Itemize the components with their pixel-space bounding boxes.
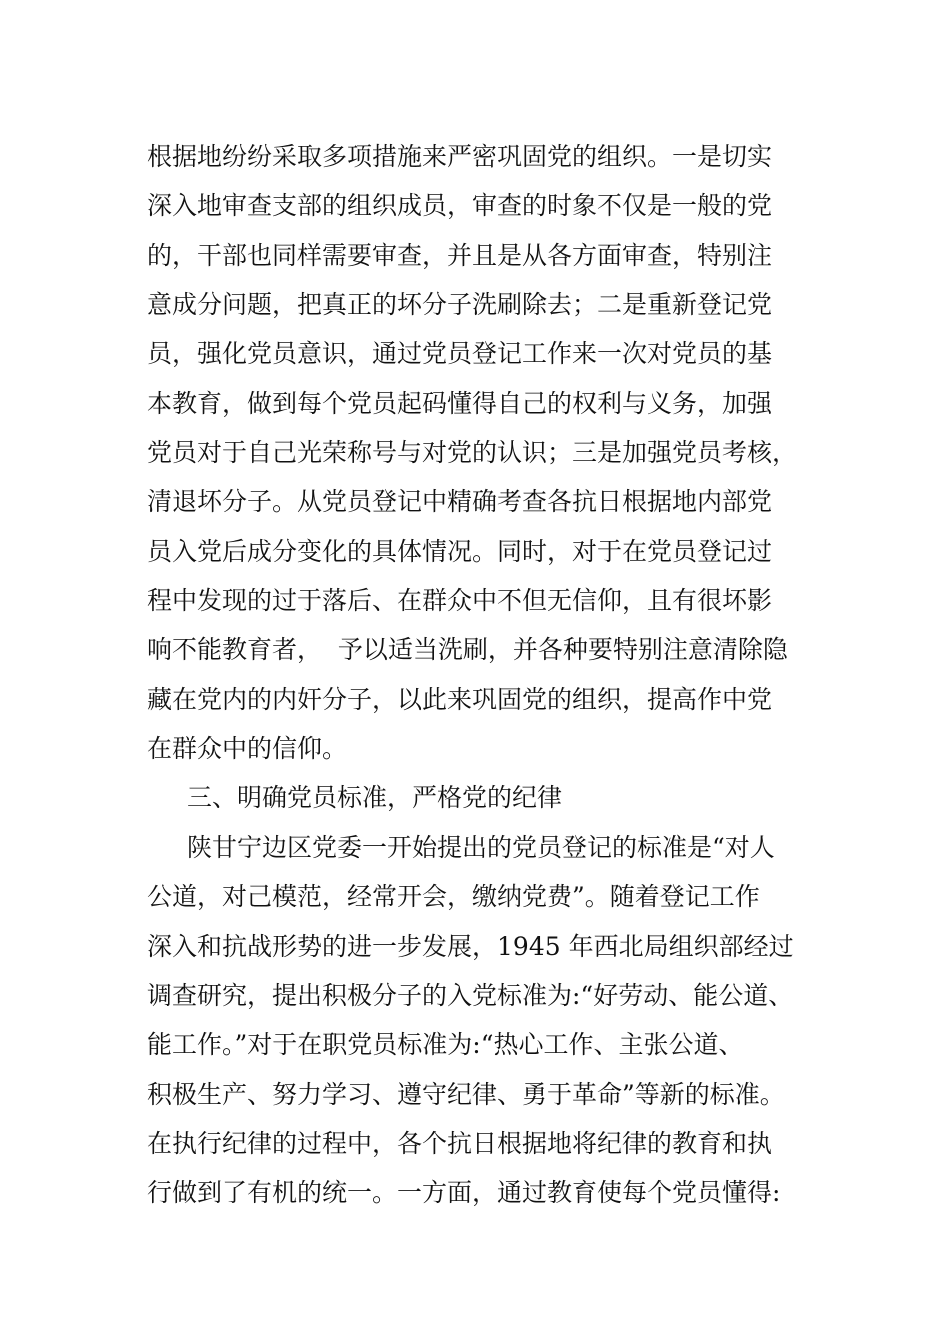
text-line: 积极生产、努力学习、遵守纪律、勇于革命”等新的标准。 bbox=[147, 1079, 785, 1109]
text-line: 本教育，做到每个党员起码懂得自己的权利与义务，加强 bbox=[147, 388, 773, 418]
text-line: 员，强化党员意识，通过党员登记工作来一次对党员的基 bbox=[147, 339, 773, 369]
paragraph-start-line: 陕甘宁边区党委一开始提出的党员登记的标准是“对人 bbox=[187, 832, 775, 862]
text-line: 员入党后成分变化的具体情况。同时，对于在党员登记过 bbox=[147, 536, 773, 566]
text-line: 能工作。”对于在职党员标准为:“热心工作、主张公道、 bbox=[147, 1030, 744, 1060]
text-line: 党员对于自己光荣称号与对党的认识；三是加强党员考核， bbox=[147, 438, 798, 468]
text-line: 公道，对己模范，经常开会，缴纳党费”。随着登记工作 bbox=[147, 882, 760, 912]
text-line: 在执行纪律的过程中，各个抗日根据地将纪律的教育和执 bbox=[147, 1128, 773, 1158]
text-line: 根据地纷纷采取多项措施来严密巩固党的组织。一是切实 bbox=[147, 142, 773, 171]
text-line: 藏在党内的内奸分子，以此来巩固党的组织，提高作中党 bbox=[147, 684, 773, 714]
text-line: 在群众中的信仰。 bbox=[147, 734, 348, 764]
paragraph-start-line: 三、明确党员标准，严格党的纪律 bbox=[187, 783, 563, 813]
text-line: 程中发现的过于落后、在群众中不但无信仰，且有很坏影 bbox=[147, 586, 773, 616]
text-line: 调查研究，提出积极分子的入党标准为:“好劳动、能公道、 bbox=[147, 980, 794, 1010]
text-line: 深入地审查支部的组织成员，审查的时象不仅是一般的党 bbox=[147, 191, 773, 221]
text-line: 意成分问题，把真正的坏分子洗刷除去；二是重新登记党 bbox=[147, 290, 773, 320]
text-line: 深入和抗战形势的进一步发展，1945 年西北局组织部经过 bbox=[147, 931, 794, 961]
text-line: 的，干部也同样需要审查，并且是从各方面审查，特别注 bbox=[147, 240, 773, 270]
body-text bbox=[147, 132, 807, 1218]
text-line: 清退坏分子。从党员登记中精确考查各抗日根据地内部党 bbox=[147, 487, 773, 517]
text-line: 行做到了有机的统一。一方面，通过教育使每个党员懂得: bbox=[147, 1178, 781, 1208]
text-line: 响不能教育者， 予以适当洗刷，并各种要特别注意清除隐 bbox=[147, 635, 788, 665]
